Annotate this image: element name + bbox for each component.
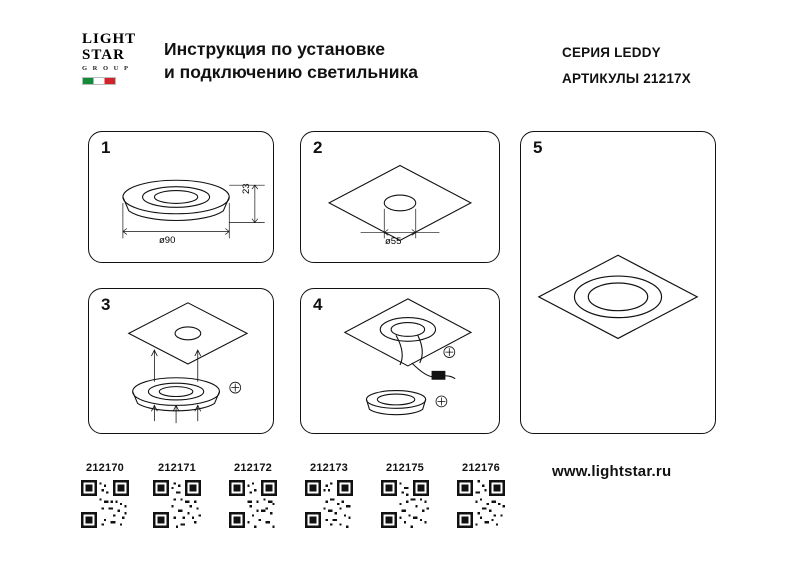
qr-code-icon — [457, 480, 505, 528]
website-link[interactable]: www.lightstar.ru — [552, 463, 672, 480]
code-item — [72, 462, 138, 528]
logo-line-3: G R O U P — [82, 65, 130, 72]
qr-code-icon — [305, 480, 353, 528]
logo-line-2: STAR — [82, 47, 125, 63]
step-number-2: 2 — [313, 138, 323, 157]
step-1-diagram — [89, 132, 273, 262]
series-info — [562, 40, 792, 92]
code-label: 212175 — [386, 462, 424, 474]
page-title-line-2: и подключению светильника — [164, 62, 418, 82]
step-panel-5 — [520, 131, 716, 434]
page-title — [164, 38, 514, 84]
header — [72, 28, 732, 90]
step-panel-1 — [88, 131, 274, 263]
step-number-5: 5 — [533, 138, 543, 157]
code-label: 212173 — [310, 462, 348, 474]
code-label: 212172 — [234, 462, 272, 474]
step-panel-2 — [300, 131, 500, 263]
page-title-line-1: Инструкция по установке — [164, 39, 385, 59]
article-number: АРТИКУЛЫ 21217X — [562, 71, 691, 86]
code-label: 212170 — [86, 462, 124, 474]
product-codes — [72, 462, 522, 542]
code-item — [296, 462, 362, 528]
dimension-diameter-2: ø55 — [385, 236, 402, 247]
code-item — [144, 462, 210, 528]
series-name: СЕРИЯ LEDDY — [562, 45, 661, 60]
qr-code-icon — [81, 480, 129, 528]
qr-code-icon — [381, 480, 429, 528]
code-item — [372, 462, 438, 528]
step-5-diagram — [521, 132, 715, 433]
step-4-diagram — [301, 289, 499, 433]
step-panel-3 — [88, 288, 274, 434]
step-number-3: 3 — [101, 295, 111, 314]
code-label: 212171 — [158, 462, 196, 474]
dimension-diameter-1: ø90 — [159, 235, 176, 246]
qr-code-icon — [229, 480, 277, 528]
step-panel-4 — [300, 288, 500, 434]
step-3-diagram — [89, 289, 273, 433]
qr-code-icon — [153, 480, 201, 528]
italian-flag-icon — [82, 77, 116, 85]
code-item — [448, 462, 514, 528]
code-label: 212176 — [462, 462, 500, 474]
logo-line-1: LIGHT — [82, 31, 137, 47]
code-item — [220, 462, 286, 528]
lightstar-logo — [82, 32, 152, 90]
step-number-1: 1 — [101, 138, 111, 157]
dimension-height-1: 23 — [241, 183, 252, 194]
step-number-4: 4 — [313, 295, 323, 314]
